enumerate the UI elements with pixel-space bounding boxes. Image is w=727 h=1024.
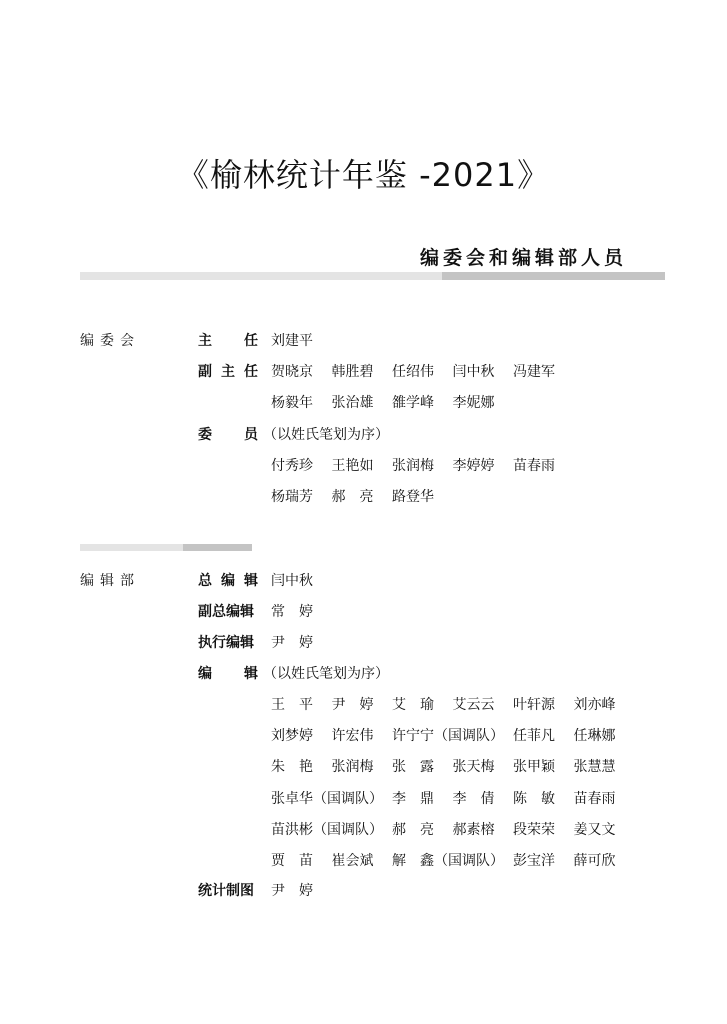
- person-name: 付秀珍: [271, 458, 313, 474]
- role-char: 总: [198, 573, 212, 589]
- name-row: [271, 850, 634, 881]
- person-name: 李婷婷: [452, 458, 495, 474]
- person-name: 王艳如: [331, 458, 374, 474]
- person-name: 刘建平: [271, 333, 313, 349]
- name-row: [271, 788, 634, 819]
- role-director: [198, 330, 258, 350]
- person-name: 郝素榕: [452, 821, 495, 838]
- person-name: 路登华: [392, 489, 434, 506]
- person-name: 李 倩: [452, 790, 495, 807]
- editor-names: [271, 694, 634, 881]
- person-name: 朱 艳: [271, 759, 313, 776]
- role-char: 编: [198, 666, 212, 682]
- role-char: 辑: [244, 666, 258, 682]
- person-name: 任菲凡: [513, 728, 555, 745]
- page-subtitle: 编委会和编辑部人员: [419, 247, 627, 269]
- role-char: 副: [198, 364, 212, 380]
- committee-label: 编委会: [80, 333, 140, 349]
- role-char: 任: [244, 364, 258, 380]
- person-name: 贾 苗: [271, 852, 313, 869]
- deputy-chief-name: 常 婷: [271, 604, 313, 620]
- person-name: 闫中秋: [452, 364, 495, 380]
- role-text: 副总编辑: [198, 604, 254, 620]
- editorial-label: 编辑部: [80, 573, 140, 589]
- person-name: 张天梅: [452, 759, 495, 776]
- person-name: 苗春雨: [513, 458, 555, 474]
- page-title: 《榆林统计年鉴 -2021》: [176, 156, 551, 194]
- person-name: 张润梅: [331, 759, 374, 776]
- member-names: [271, 455, 574, 517]
- divider-bar-dark: [442, 272, 665, 280]
- person-name: 刘亦峰: [573, 697, 616, 713]
- divider-bar-light: [80, 544, 183, 551]
- person-name: 苗洪彬（国调队）: [271, 821, 383, 838]
- person-name: 苗春雨: [573, 790, 616, 807]
- name-row: [271, 455, 574, 486]
- person-name: 李 鼎: [392, 790, 434, 807]
- role-chart-maker: [198, 880, 258, 900]
- person-name: 许宁宁（国调队）: [392, 728, 504, 745]
- person-name: 杨瑞芳: [271, 489, 313, 506]
- person-name: 郝 亮: [392, 821, 434, 838]
- person-name: 薛可欣: [573, 852, 616, 869]
- role-char: 辑: [244, 573, 258, 589]
- person-name: 韩胜碧: [331, 364, 374, 380]
- person-name: 姜又文: [573, 821, 616, 838]
- name-row: [271, 361, 574, 392]
- person-name: 艾 瑜: [392, 697, 434, 713]
- role-char: 主: [198, 333, 212, 349]
- sort-note: （以姓氏笔划为序）: [263, 427, 389, 443]
- executive-editor-name: 尹 婷: [271, 635, 313, 651]
- person-name: 张慧慧: [573, 759, 616, 776]
- person-name: 贺晓京: [271, 364, 313, 380]
- director-names: [271, 330, 329, 350]
- person-name: 叶轩源: [513, 697, 555, 713]
- person-name: 彭宝洋: [513, 852, 555, 869]
- person-name: 张治雄: [331, 395, 374, 412]
- sort-note: （以姓氏笔划为序）: [263, 666, 389, 682]
- role-deputy-chief: [198, 601, 258, 621]
- deputy-names: [271, 361, 574, 423]
- person-name: 雒学峰: [392, 395, 434, 412]
- name-row: [271, 756, 634, 787]
- person-name: 冯建军: [513, 364, 555, 380]
- person-name: 王 平: [271, 697, 313, 713]
- chief-editor-name: 闫中秋: [271, 573, 313, 589]
- person-name: 崔会斌: [331, 852, 374, 869]
- role-char: 主: [221, 364, 235, 380]
- person-name: 任琳娜: [573, 728, 616, 745]
- person-name: 刘梦婷: [271, 728, 313, 745]
- role-text: 执行编辑: [198, 635, 254, 651]
- role-deputy: [198, 361, 258, 381]
- role-char: 员: [244, 427, 258, 443]
- person-name: 任绍伟: [392, 364, 434, 380]
- role-editors: [198, 663, 258, 683]
- person-name: 张润梅: [392, 458, 434, 474]
- name-row: [271, 486, 574, 517]
- role-members: [198, 424, 258, 444]
- role-executive-editor: [198, 632, 258, 652]
- person-name: 杨毅年: [271, 395, 313, 412]
- person-name: 解 鑫（国调队）: [392, 852, 504, 869]
- name-row: [271, 725, 634, 756]
- person-name: 张甲颖: [513, 759, 555, 776]
- person-name: 许宏伟: [331, 728, 374, 745]
- divider-bar-light: [80, 272, 442, 280]
- role-char: 任: [244, 333, 258, 349]
- person-name: 艾云云: [452, 697, 495, 713]
- name-row: [271, 819, 634, 850]
- person-name: 张 露: [392, 759, 434, 776]
- person-name: 李妮娜: [452, 395, 495, 412]
- person-name: 郝 亮: [331, 489, 374, 506]
- person-name: 段荣荣: [513, 821, 555, 838]
- role-text: 统计制图: [198, 883, 254, 899]
- role-chief-editor: [198, 570, 258, 590]
- name-row: [271, 694, 634, 725]
- name-row: [271, 392, 574, 423]
- person-name: 陈 敏: [513, 790, 555, 807]
- role-char: 编: [221, 573, 235, 589]
- role-char: 委: [198, 427, 212, 443]
- person-name: 尹 婷: [331, 697, 374, 713]
- chart-maker-name: 尹 婷: [271, 883, 313, 899]
- divider-bar-dark: [183, 544, 252, 551]
- person-name: 张卓华（国调队）: [271, 790, 383, 807]
